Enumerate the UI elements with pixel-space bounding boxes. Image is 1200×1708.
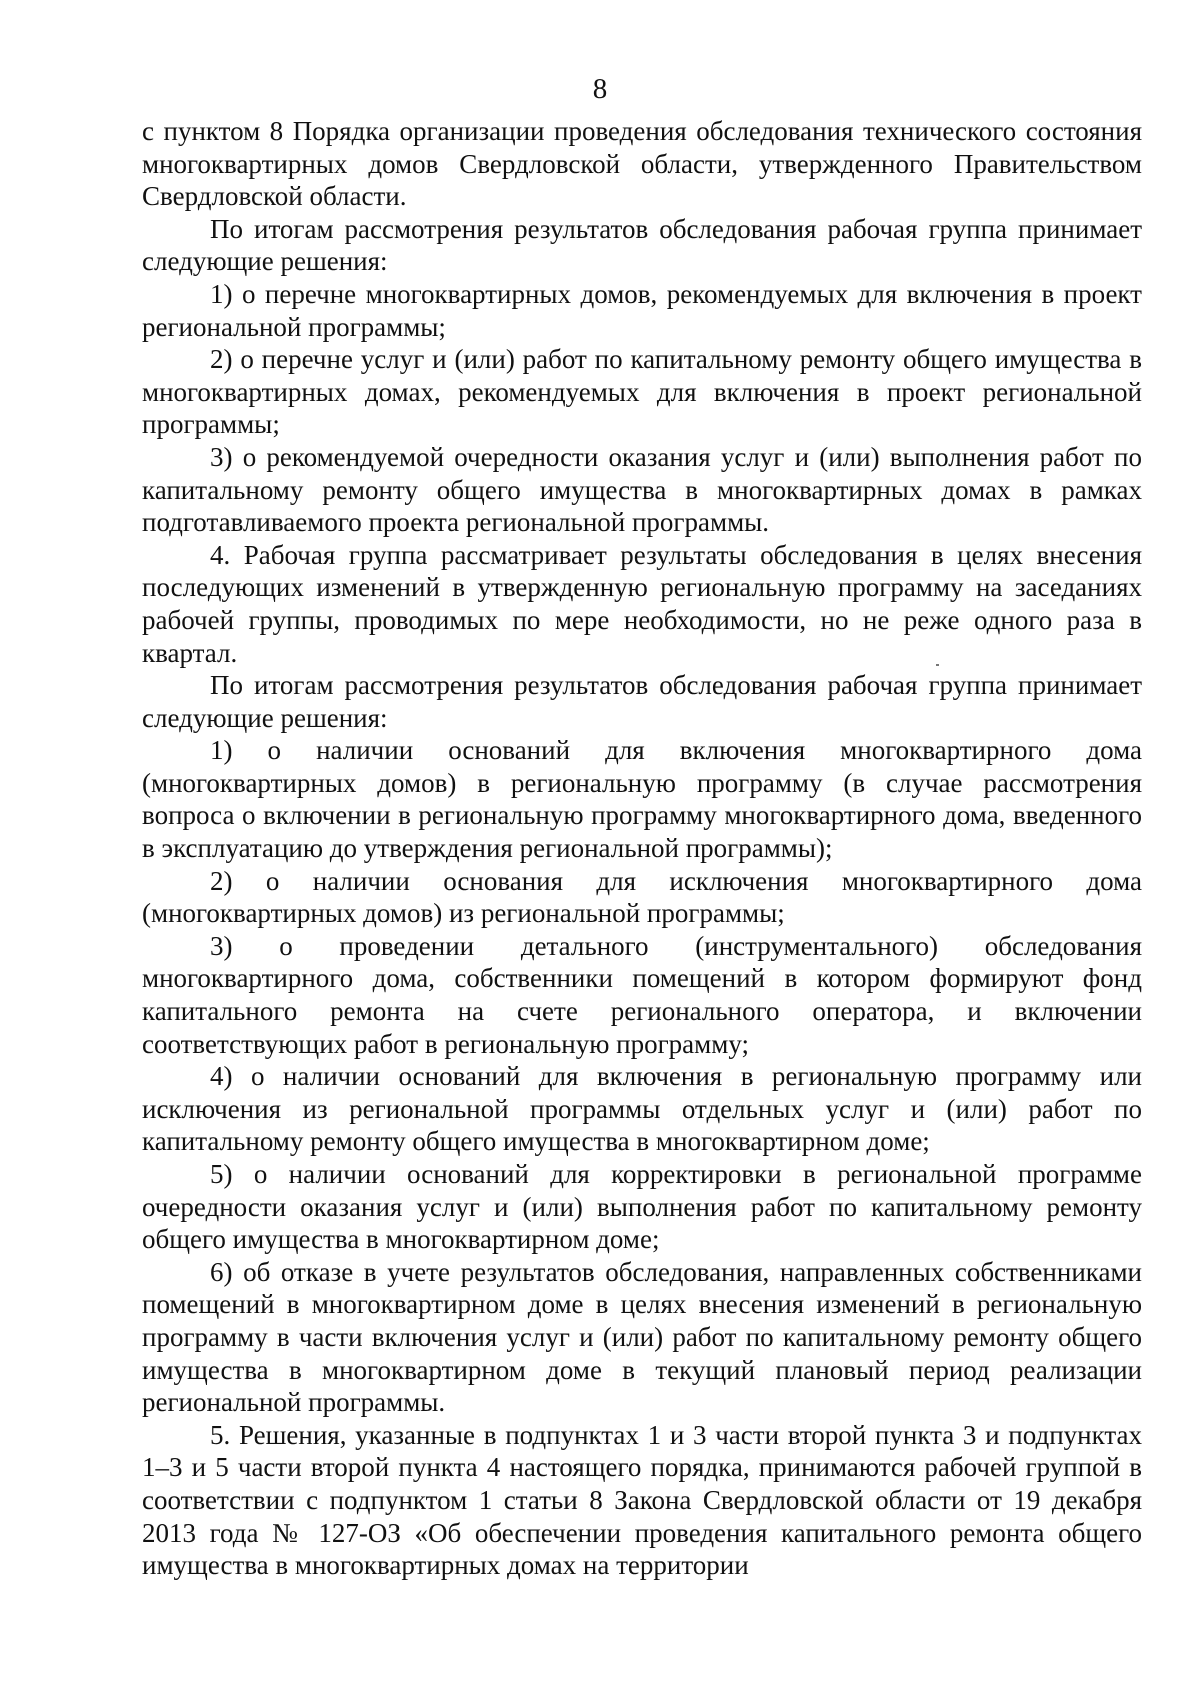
paragraph-decisions-intro: По итогам рассмотрения результатов обследования рабочая группа принимает следующие решения: bbox=[142, 670, 1142, 733]
paragraph-clause-5: 5. Решения, указанные в подпунктах 1 и 3 части второй пункта 3 и подпунктах 1–3 и 5 части второй пункта 4 настоящего порядка, принимаются рабочей группой в соответствии с подпунктом 1 статьи 8 Закона Свердловской области от 19 декабря 2013 года № 127-ОЗ «Об обеспечении проведения капитального ремонта общего имущества в многоквартирных домах на территории bbox=[142, 1419, 1142, 1581]
paragraph-decisions-intro: По итогам рассмотрения результатов обследования рабочая группа принимает следующие решения: bbox=[142, 213, 1142, 277]
list-item: 2) о перечне услуг и (или) работ по капитальному ремонту общего имущества в многоквартирных домах, рекомендуемых для включения в проект региональной программы; bbox=[142, 344, 1142, 440]
list-item: 6) об отказе в учете результатов обследования, направленных собственниками помещений в многоквартирном доме в целях внесения изменений в региональную программу в части включения услуг и (или) работ по капитальному ремонту общего имущества в многоквартирном доме в текущий плановый период реализации региональной программы. bbox=[142, 1256, 1142, 1418]
list-item: 3) о рекомендуемой очередности оказания услуг и (или) выполнения работ по капитальному ремонту общего имущества в многоквартирных домах в рамках подготавливаемого проекта региональной программы. bbox=[142, 441, 1142, 538]
list-item: 2) о наличии основания для исключения многоквартирного дома (многоквартирных домов) из региональной программы; bbox=[142, 865, 1142, 929]
list-item: 1) о перечне многоквартирных домов, рекомендуемых для включения в проект региональной программы; bbox=[142, 278, 1142, 342]
paragraph-continuation: с пунктом 8 Порядка организации проведения обследования технического состояния многоквартирных домов Свердловской области, утвержденного Правительством Свердловской области. bbox=[142, 116, 1142, 212]
page-number: 8 bbox=[592, 73, 608, 105]
list-item: 1) о наличии оснований для включения многоквартирного дома (многоквартирных домов) в региональную программу (в случае рассмотрения вопроса о включении в региональную программу многоквартирного дома, введенного в эксплуатацию до утверждения региональной программы); bbox=[142, 735, 1142, 864]
list-item: 5) о наличии оснований для корректировки в региональной программе очередности оказания услуг и (или) выполнения работ по капитальному ремонту общего имущества в многоквартирном доме; bbox=[142, 1159, 1142, 1255]
scan-speck bbox=[936, 664, 939, 666]
list-item: 3) о проведении детального (инструментального) обследования многоквартирного дома, собственники помещений в котором формируют фонд капитального ремонта на счете регионального оператора, и включении соответствующих работ в региональную программу; bbox=[142, 930, 1142, 1059]
list-item: 4) о наличии оснований для включения в региональную программу или исключения из региональной программы отдельных услуг и (или) работ по капитальному ремонту общего имущества в многоквартирном доме; bbox=[142, 1061, 1142, 1157]
paragraph-clause-4: 4. Рабочая группа рассматривает результаты обследования в целях внесения последующих изменений в утвержденную региональную программу на заседаниях рабочей группы, проводимых по мере необходимости, но не реже одного раза в квартал. bbox=[142, 539, 1142, 668]
document-body bbox=[142, 115, 1142, 1582]
